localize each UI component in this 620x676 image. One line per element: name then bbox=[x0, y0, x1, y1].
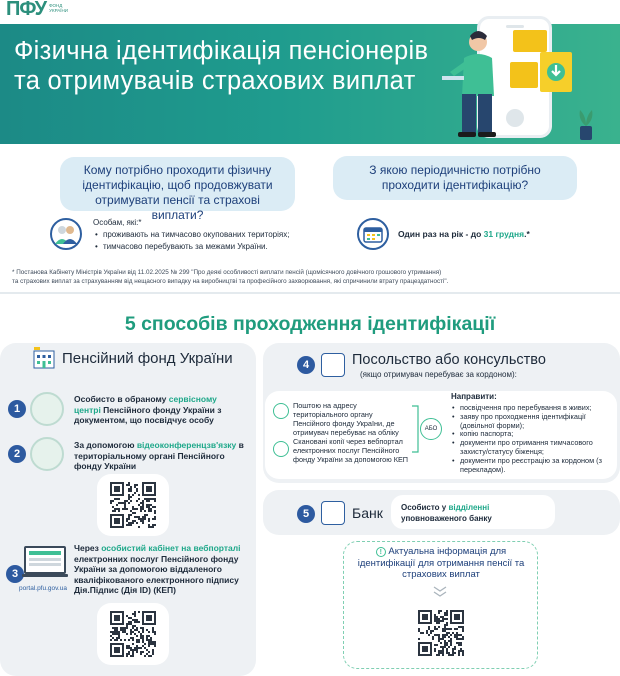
methods-heading: 5 способів проходження ідентифікації bbox=[124, 313, 496, 335]
method-1-pre: Особисто в обраному bbox=[74, 394, 169, 404]
bank-branch-link[interactable]: відділенні bbox=[448, 503, 490, 512]
envelope-icon bbox=[513, 30, 547, 52]
method-number: 1 bbox=[8, 400, 26, 418]
method-2-post: в територіальному органі Пенсійного фонду України bbox=[74, 440, 244, 471]
method-3-pre: Через bbox=[74, 543, 102, 553]
deadline-date: 31 грудня bbox=[483, 229, 525, 239]
info-icon: ! bbox=[376, 547, 386, 557]
option-mail: Поштою на адресу територіального органу Пенсійного фонду України, де отримувач перебуває на обліку bbox=[293, 401, 399, 437]
frequency-answer-end: .* bbox=[524, 229, 530, 239]
direct-item: • копію паспорта; bbox=[452, 430, 616, 439]
frequency-question-box bbox=[333, 156, 577, 200]
who-item: • тимчасово перебувають за межами України. bbox=[95, 242, 323, 252]
pfu-header bbox=[32, 347, 233, 369]
elderly-people-icon bbox=[50, 218, 82, 250]
direct-item: • документи про отримання тимчасового захисту/статусу біженця; bbox=[452, 439, 616, 457]
scan-icon bbox=[273, 441, 289, 457]
bank-post: уповноваженого банку bbox=[401, 513, 492, 523]
qr-code-portal[interactable] bbox=[97, 603, 169, 665]
header-banner bbox=[0, 24, 620, 144]
method-2-pre: За допомогою bbox=[74, 440, 137, 450]
or-badge: АБО bbox=[420, 418, 442, 440]
service-center-icon bbox=[30, 392, 64, 426]
method-number: 4 bbox=[297, 356, 315, 374]
personal-cabinet-link[interactable]: особистий кабінет на вебпорталі bbox=[101, 543, 241, 553]
embassy-title: Посольство або консульство bbox=[352, 352, 546, 368]
footnote-line: та страхових виплат за страхуванням від нещасного випадку на виробництві та професійного захворювання, які спричинили втрату працездатності". bbox=[12, 278, 449, 285]
frequency-answer bbox=[398, 229, 530, 239]
frequency-answer-text: Один раз на рік - до bbox=[398, 229, 484, 239]
video-call-icon bbox=[30, 437, 64, 471]
qr-code-info[interactable] bbox=[405, 602, 477, 664]
bank-icon bbox=[321, 501, 345, 525]
logo-subtitle: ФОНД УКРАЇНИ bbox=[49, 3, 69, 13]
photo-card-icon bbox=[510, 62, 538, 88]
method-1-post: Пенсійного фонду України з документом, що посвідчує особу bbox=[74, 404, 222, 425]
embassy-subtitle: (якщо отримувач перебуває за кордоном): bbox=[360, 370, 517, 379]
method-number: 5 bbox=[297, 505, 315, 523]
frequency-question: З якою періодичністю потрібно проходити ідентифікацію? bbox=[369, 163, 541, 192]
page-title: Фізична ідентифікація пенсіонерів та отримувачів страхових виплат bbox=[14, 37, 429, 95]
qr-code-videoconference[interactable] bbox=[97, 474, 169, 536]
direct-item: • посвідчення про перебування в живих; bbox=[452, 404, 616, 413]
download-arrow-icon bbox=[546, 60, 566, 84]
bank-pre: Особисто у bbox=[401, 503, 449, 512]
plant-icon bbox=[576, 108, 596, 142]
chevron-down-icon bbox=[433, 585, 447, 597]
info-text-label: Актуальна інформація для ідентифікації для отримання пенсії та страхових виплат bbox=[357, 546, 525, 580]
info-text bbox=[350, 546, 532, 581]
direct-item: • заяву про проходження ідентифікації (довільної форми); bbox=[452, 413, 616, 431]
pfu-logo bbox=[6, 0, 77, 22]
mail-icon bbox=[273, 403, 289, 419]
portal-url[interactable]: portal.pfu.gov.ua bbox=[19, 585, 67, 592]
embassy-icon bbox=[321, 353, 345, 377]
pfu-title: Пенсійний фонд України bbox=[62, 349, 233, 367]
logo-mark: ПФУ bbox=[6, 0, 47, 20]
who-question-box bbox=[60, 157, 295, 222]
method-3-post: електронних послуг Пенсійного фонду України за допомогою віддаленого кваліфікованого електронного підпису Дія.Підпис (Дія ID) (КЕП) bbox=[74, 553, 239, 595]
laptop-illustration bbox=[22, 546, 68, 582]
footnote-line: * Постанова Кабінету Міністрів України від 11.02.2025 № 299 "Про деякі особливості виплати пенсій (щомісячного довічного грошового утримання) bbox=[12, 269, 442, 276]
method-2-text bbox=[74, 440, 244, 472]
method-1-text bbox=[74, 394, 244, 426]
who-item: • проживають на тимчасово окупованих територіях; bbox=[95, 230, 323, 240]
calendar-icon bbox=[357, 218, 389, 250]
option-scan: Скановані копії через вебпортал електронних послуг Пенсійного фонду України за допомогою КЕП bbox=[293, 437, 409, 464]
direct-list bbox=[452, 404, 616, 474]
bank-title: Банк bbox=[352, 505, 383, 521]
bank-text bbox=[401, 503, 551, 524]
service-center-link[interactable]: сервісному центрі bbox=[74, 394, 217, 415]
person-illustration bbox=[440, 28, 510, 140]
videoconference-link[interactable]: відеоконференцзв'язку bbox=[136, 440, 237, 450]
method-3-text bbox=[74, 543, 256, 596]
who-answer bbox=[93, 218, 323, 252]
method-number: 2 bbox=[8, 445, 26, 463]
building-icon bbox=[32, 347, 56, 369]
method-number: 3 bbox=[6, 565, 24, 583]
who-lead: Особам, які:* bbox=[93, 218, 142, 227]
section-divider bbox=[0, 292, 620, 294]
who-question: Кому потрібно проходити фізичну ідентифікацію, щоб продовжувати отримувати пенсії та страхові виплати? bbox=[82, 163, 273, 222]
direct-item: • документи про реєстрацію за кордоном (з перекладом). bbox=[452, 457, 616, 475]
footnote bbox=[12, 268, 612, 286]
direct-title: Направити: bbox=[451, 392, 497, 401]
